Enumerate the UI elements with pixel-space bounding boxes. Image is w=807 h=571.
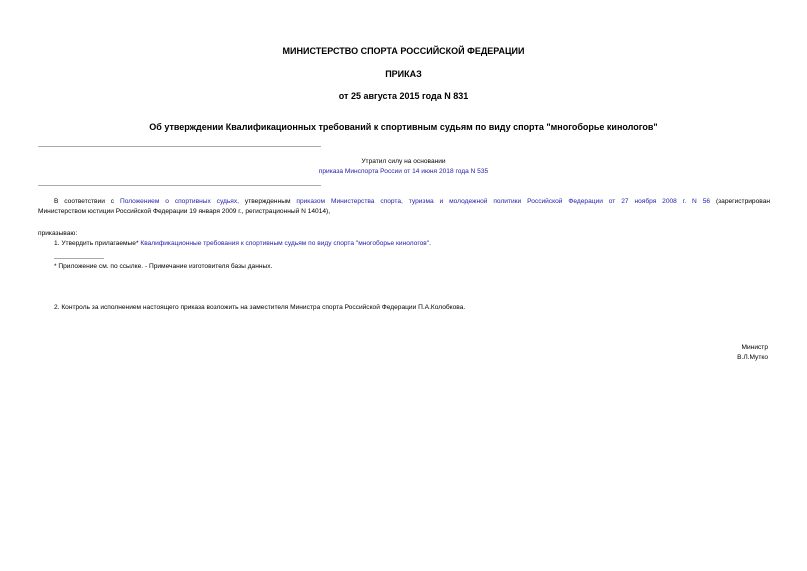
preamble-line2: Министерством юстиции Российской Федерации 19 января 2009 г., регистрационный N 14014), xyxy=(38,208,331,215)
signature-position: Министр xyxy=(741,344,768,351)
regulation-link[interactable]: Положением о спортивных судьях, xyxy=(119,198,240,205)
preamble-line1 xyxy=(54,197,770,207)
requirements-link[interactable]: Квалификационные требования к спортивным судьям по виду спорта "многоборье кинологов" xyxy=(140,240,430,247)
ministry-order-link[interactable]: приказом Министерства спорта, туризма и молодежной политики Российской Федерации от 27 ноября 2008 г. N 56 xyxy=(296,198,711,205)
item1-suffix: . xyxy=(429,240,431,247)
status-text: Утратил силу на основании xyxy=(361,158,446,165)
item1-prefix: 1. Утвердить прилагаемые* xyxy=(54,240,139,247)
ministry-heading: МИНИСТЕРСТВО СПОРТА РОССИЙСКОЙ ФЕДЕРАЦИИ xyxy=(282,46,525,56)
status-bottom-rule xyxy=(38,185,321,186)
order-verb: приказываю: xyxy=(38,230,78,237)
status-link[interactable]: приказа Минспорта России от 14 июня 2018 года N 535 xyxy=(318,168,489,175)
doc-type-heading: ПРИКАЗ xyxy=(385,69,422,79)
preamble-text-1: В соответствии с xyxy=(54,198,115,205)
document-title: Об утверждении Квалификационных требований к спортивным судьям по виду спорта "многоборье кинологов" xyxy=(149,122,658,132)
order-item-2: 2. Контроль за исполнением настоящего приказа возложить на заместителя Министра спорта Российской Федерации П.А.Колобкова. xyxy=(54,304,466,311)
footnote-rule xyxy=(54,258,104,259)
preamble-text-2: утвержденным xyxy=(244,198,291,205)
status-top-rule xyxy=(38,146,321,147)
date-number-heading: от 25 августа 2015 года N 831 xyxy=(338,91,469,101)
footnote-text: * Приложение см. по ссылке. - Примечание изготовителя базы данных. xyxy=(54,263,273,270)
order-item-1 xyxy=(54,239,431,249)
preamble-text-3: (зарегистрирован xyxy=(715,198,771,205)
signature-name: В.Л.Мутко xyxy=(737,354,768,361)
